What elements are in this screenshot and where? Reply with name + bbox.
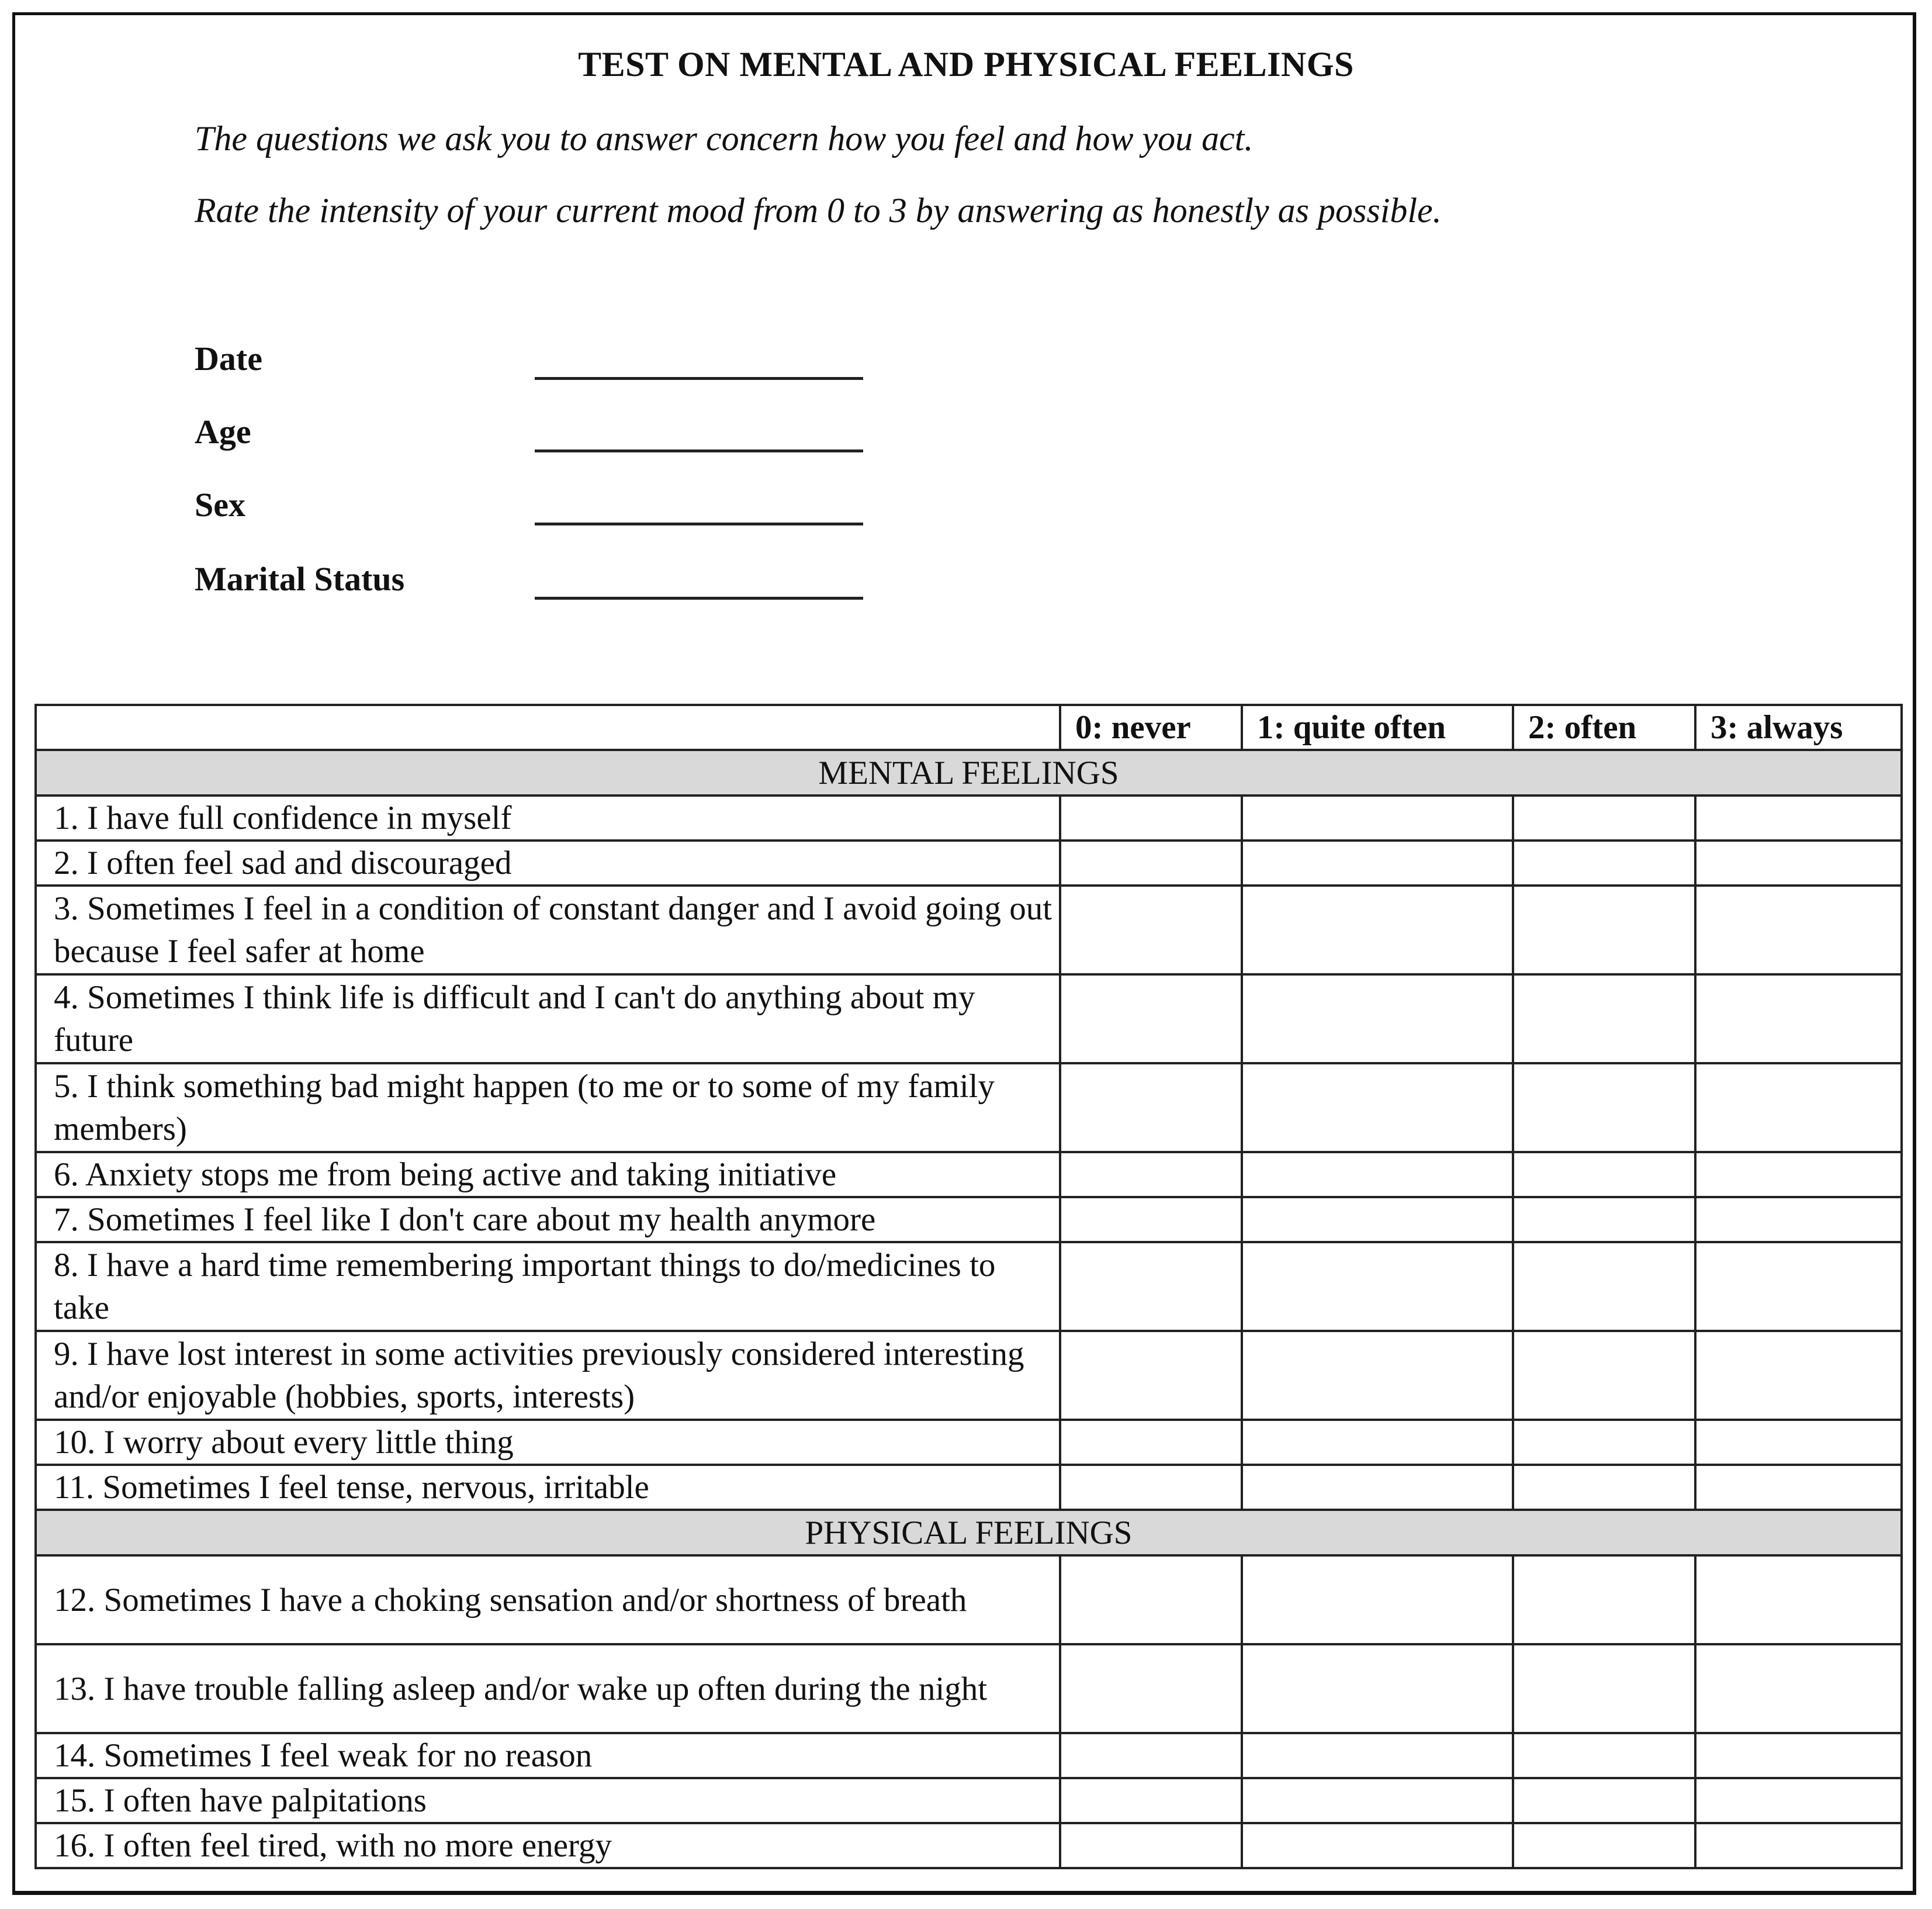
answer-cell-never[interactable]	[1060, 1644, 1242, 1733]
header-row	[36, 705, 1902, 750]
question-row	[36, 1555, 1902, 1644]
answer-cell-never[interactable]	[1060, 974, 1242, 1063]
answer-cell-always[interactable]	[1695, 796, 1902, 841]
answer-cell-quite-often[interactable]	[1242, 1823, 1513, 1868]
answer-cell-quite-often[interactable]	[1242, 1555, 1513, 1644]
answer-cell-often[interactable]	[1513, 1197, 1695, 1242]
answer-cell-never[interactable]	[1060, 1331, 1242, 1420]
answer-cell-always[interactable]	[1695, 1197, 1902, 1242]
answer-cell-often[interactable]	[1513, 1063, 1695, 1152]
answer-cell-always[interactable]	[1695, 1420, 1902, 1465]
answer-cell-often[interactable]	[1513, 974, 1695, 1063]
marital-status-field[interactable]	[535, 597, 863, 600]
question-text: 10. I worry about every little thing	[36, 1420, 1060, 1465]
sex-field[interactable]	[535, 523, 863, 525]
answer-cell-quite-often[interactable]	[1242, 886, 1513, 974]
answer-cell-always[interactable]	[1695, 1555, 1902, 1644]
section-row	[36, 750, 1902, 796]
answer-cell-always[interactable]	[1695, 974, 1902, 1063]
answer-cell-always[interactable]	[1695, 886, 1902, 974]
question-row	[36, 1465, 1902, 1510]
answer-cell-always[interactable]	[1695, 1823, 1902, 1868]
answer-cell-never[interactable]	[1060, 841, 1242, 886]
questionnaire-body	[36, 750, 1902, 1868]
form-title: TEST ON MENTAL AND PHYSICAL FEELINGS	[578, 45, 1354, 84]
answer-cell-always[interactable]	[1695, 1152, 1902, 1197]
answer-cell-always[interactable]	[1695, 1778, 1902, 1823]
question-row	[36, 1778, 1902, 1823]
answer-cell-often[interactable]	[1513, 1242, 1695, 1331]
answer-cell-never[interactable]	[1060, 1555, 1242, 1644]
answer-cell-quite-often[interactable]	[1242, 841, 1513, 886]
answer-cell-quite-often[interactable]	[1242, 974, 1513, 1063]
column-header-item	[36, 705, 1060, 750]
question-text: 2. I often feel sad and discouraged	[36, 841, 1060, 886]
answer-cell-often[interactable]	[1513, 1733, 1695, 1778]
instruction-line-2: Rate the intensity of your current mood from 0 to 3 by answering as honestly as possible.	[195, 191, 1442, 230]
question-row	[36, 1331, 1902, 1420]
answer-cell-often[interactable]	[1513, 1644, 1695, 1733]
answer-cell-often[interactable]	[1513, 1823, 1695, 1868]
question-text: 16. I often feel tired, with no more energy	[36, 1823, 1060, 1868]
answer-cell-always[interactable]	[1695, 1331, 1902, 1420]
answer-cell-often[interactable]	[1513, 1152, 1695, 1197]
answer-cell-never[interactable]	[1060, 886, 1242, 974]
question-text: 5. I think something bad might happen (to me or to some of my family members)	[36, 1063, 1060, 1152]
section-row	[36, 1510, 1902, 1555]
answer-cell-always[interactable]	[1695, 1644, 1902, 1733]
answer-cell-quite-often[interactable]	[1242, 1331, 1513, 1420]
column-header-quite-often: 1: quite often	[1242, 705, 1513, 750]
section-title: MENTAL FEELINGS	[36, 750, 1902, 796]
column-header-always: 3: always	[1695, 705, 1902, 750]
question-row	[36, 1823, 1902, 1868]
answer-cell-quite-often[interactable]	[1242, 1778, 1513, 1823]
answer-cell-quite-often[interactable]	[1242, 1644, 1513, 1733]
question-text: 8. I have a hard time remembering important things to do/medicines to take	[36, 1242, 1060, 1331]
question-row	[36, 1242, 1902, 1331]
answer-cell-often[interactable]	[1513, 1465, 1695, 1510]
answer-cell-never[interactable]	[1060, 1733, 1242, 1778]
answer-cell-often[interactable]	[1513, 1555, 1695, 1644]
question-text: 1. I have full confidence in myself	[36, 796, 1060, 841]
question-text: 11. Sometimes I feel tense, nervous, irritable	[36, 1465, 1060, 1510]
answer-cell-always[interactable]	[1695, 1465, 1902, 1510]
answer-cell-often[interactable]	[1513, 1778, 1695, 1823]
answer-cell-never[interactable]	[1060, 1242, 1242, 1331]
sex-label: Sex	[195, 486, 245, 524]
question-row	[36, 1420, 1902, 1465]
answer-cell-quite-often[interactable]	[1242, 1465, 1513, 1510]
question-row	[36, 841, 1902, 886]
answer-cell-never[interactable]	[1060, 1063, 1242, 1152]
answer-cell-never[interactable]	[1060, 1778, 1242, 1823]
question-text: 14. Sometimes I feel weak for no reason	[36, 1733, 1060, 1778]
question-text: 4. Sometimes I think life is difficult and I can't do anything about my future	[36, 974, 1060, 1063]
questionnaire-table	[34, 704, 1903, 1869]
age-field[interactable]	[535, 449, 863, 452]
question-row	[36, 1063, 1902, 1152]
question-row	[36, 1644, 1902, 1733]
date-label: Date	[195, 340, 262, 378]
answer-cell-never[interactable]	[1060, 1420, 1242, 1465]
column-header-often: 2: often	[1513, 705, 1695, 750]
answer-cell-quite-often[interactable]	[1242, 1152, 1513, 1197]
answer-cell-quite-often[interactable]	[1242, 1197, 1513, 1242]
question-text: 12. Sometimes I have a choking sensation and/or shortness of breath	[36, 1555, 1060, 1644]
answer-cell-often[interactable]	[1513, 1420, 1695, 1465]
section-title: PHYSICAL FEELINGS	[36, 1510, 1902, 1555]
question-text: 6. Anxiety stops me from being active and taking initiative	[36, 1152, 1060, 1197]
answer-cell-often[interactable]	[1513, 841, 1695, 886]
instruction-line-1: The questions we ask you to answer concern how you feel and how you act.	[195, 119, 1254, 158]
answer-cell-never[interactable]	[1060, 1197, 1242, 1242]
question-text: 13. I have trouble falling asleep and/or wake up often during the night	[36, 1644, 1060, 1733]
answer-cell-always[interactable]	[1695, 1242, 1902, 1331]
answer-cell-never[interactable]	[1060, 1152, 1242, 1197]
question-row	[36, 886, 1902, 974]
answer-cell-quite-often[interactable]	[1242, 1063, 1513, 1152]
column-header-never: 0: never	[1060, 705, 1242, 750]
answer-cell-never[interactable]	[1060, 1823, 1242, 1868]
answer-cell-often[interactable]	[1513, 796, 1695, 841]
answer-cell-always[interactable]	[1695, 1063, 1902, 1152]
marital-status-label: Marital Status	[195, 560, 405, 598]
age-label: Age	[195, 413, 251, 451]
date-field[interactable]	[535, 377, 863, 380]
answer-cell-quite-often[interactable]	[1242, 1420, 1513, 1465]
question-text: 3. Sometimes I feel in a condition of constant danger and I avoid going out because I feel safer at home	[36, 886, 1060, 974]
answer-cell-always[interactable]	[1695, 841, 1902, 886]
answer-cell-quite-often[interactable]	[1242, 1733, 1513, 1778]
answer-cell-often[interactable]	[1513, 886, 1695, 974]
question-row	[36, 1152, 1902, 1197]
answer-cell-never[interactable]	[1060, 1465, 1242, 1510]
question-text: 7. Sometimes I feel like I don't care about my health anymore	[36, 1197, 1060, 1242]
answer-cell-often[interactable]	[1513, 1331, 1695, 1420]
question-text: 9. I have lost interest in some activities previously considered interesting and/or enjoyable (hobbies, sports, interests)	[36, 1331, 1060, 1420]
question-row	[36, 974, 1902, 1063]
answer-cell-never[interactable]	[1060, 796, 1242, 841]
question-row	[36, 1733, 1902, 1778]
answer-cell-always[interactable]	[1695, 1733, 1902, 1778]
question-text: 15. I often have palpitations	[36, 1778, 1060, 1823]
question-row	[36, 796, 1902, 841]
answer-cell-quite-often[interactable]	[1242, 1242, 1513, 1331]
answer-cell-quite-often[interactable]	[1242, 796, 1513, 841]
question-row	[36, 1197, 1902, 1242]
